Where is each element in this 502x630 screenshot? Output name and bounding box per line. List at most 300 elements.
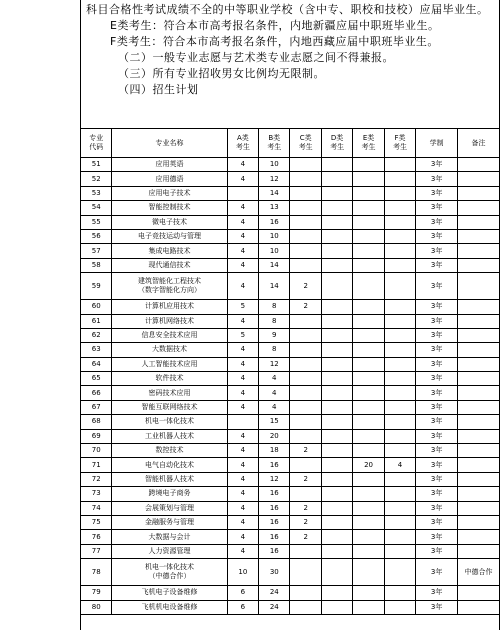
table-cell bbox=[321, 172, 352, 186]
table-cell bbox=[321, 300, 352, 314]
table-cell: 3年 bbox=[416, 515, 458, 529]
table-row bbox=[81, 415, 500, 429]
column-header: E类 考生 bbox=[353, 129, 384, 158]
table-cell bbox=[353, 415, 384, 429]
table-cell: 14 bbox=[259, 186, 290, 200]
table-cell bbox=[458, 300, 500, 314]
table-cell: 4 bbox=[227, 429, 258, 443]
table-cell: 2 bbox=[290, 273, 321, 300]
table-cell bbox=[384, 158, 415, 172]
table-cell bbox=[321, 472, 352, 486]
table-cell bbox=[384, 415, 415, 429]
table-cell bbox=[384, 357, 415, 371]
table-cell: 4 bbox=[227, 530, 258, 544]
table-cell bbox=[384, 343, 415, 357]
table-cell bbox=[458, 600, 500, 614]
table-cell bbox=[384, 215, 415, 229]
table-cell: 4 bbox=[227, 215, 258, 229]
table-cell bbox=[384, 314, 415, 328]
table-cell bbox=[353, 600, 384, 614]
table-cell: 6 bbox=[227, 586, 258, 600]
table-cell bbox=[321, 244, 352, 258]
table-cell: 3年 bbox=[416, 343, 458, 357]
table-row bbox=[81, 172, 500, 186]
table-cell: 4 bbox=[227, 158, 258, 172]
table-cell: 61 bbox=[81, 314, 112, 328]
table-cell bbox=[458, 472, 500, 486]
major-name-cell: 大数据与会计 bbox=[112, 530, 227, 544]
table-cell bbox=[384, 429, 415, 443]
table-cell bbox=[290, 458, 321, 472]
table-cell: 3年 bbox=[416, 314, 458, 328]
table-cell bbox=[321, 444, 352, 458]
table-cell bbox=[353, 186, 384, 200]
table-cell bbox=[458, 314, 500, 328]
table-cell bbox=[353, 273, 384, 300]
table-cell bbox=[384, 544, 415, 558]
table-cell bbox=[321, 158, 352, 172]
table-cell: 5 bbox=[227, 328, 258, 342]
table-cell bbox=[384, 328, 415, 342]
table-cell: 3年 bbox=[416, 544, 458, 558]
table-cell bbox=[384, 244, 415, 258]
table-cell bbox=[384, 229, 415, 243]
table-cell: 69 bbox=[81, 429, 112, 443]
table-cell: 79 bbox=[81, 586, 112, 600]
table-cell bbox=[458, 415, 500, 429]
column-header: 备注 bbox=[458, 129, 500, 158]
table-cell bbox=[384, 515, 415, 529]
table-cell bbox=[384, 444, 415, 458]
table-cell: 55 bbox=[81, 215, 112, 229]
table-cell: 10 bbox=[227, 559, 258, 586]
table-cell bbox=[353, 530, 384, 544]
table-cell bbox=[321, 372, 352, 386]
table-cell bbox=[321, 458, 352, 472]
table-header-row bbox=[81, 129, 500, 158]
table-cell bbox=[458, 186, 500, 200]
table-cell: 3年 bbox=[416, 244, 458, 258]
table-cell bbox=[353, 158, 384, 172]
table-cell: 2 bbox=[290, 501, 321, 515]
table-row bbox=[81, 544, 500, 558]
table-cell: 4 bbox=[227, 458, 258, 472]
table-cell bbox=[290, 314, 321, 328]
table-row bbox=[81, 273, 500, 300]
table-cell bbox=[458, 386, 500, 400]
table-cell: 2 bbox=[290, 300, 321, 314]
table-cell: 4 bbox=[227, 515, 258, 529]
table-cell bbox=[353, 429, 384, 443]
major-name-cell: 电子竞技运动与管理 bbox=[112, 229, 227, 243]
table-cell: 3年 bbox=[416, 328, 458, 342]
major-name-cell: 数控技术 bbox=[112, 444, 227, 458]
table-cell bbox=[384, 586, 415, 600]
table-cell bbox=[458, 172, 500, 186]
table-cell bbox=[321, 328, 352, 342]
table-cell bbox=[458, 501, 500, 515]
major-name-cell: 飞机电子设备维修 bbox=[112, 586, 227, 600]
table-cell: 70 bbox=[81, 444, 112, 458]
table-cell bbox=[321, 586, 352, 600]
table-cell bbox=[384, 400, 415, 414]
major-name-cell: 现代通信技术 bbox=[112, 258, 227, 272]
table-cell: 4 bbox=[227, 357, 258, 371]
table-cell bbox=[321, 400, 352, 414]
table-cell bbox=[321, 229, 352, 243]
table-cell bbox=[353, 487, 384, 501]
table-cell bbox=[353, 372, 384, 386]
table-row bbox=[81, 458, 500, 472]
table-cell bbox=[384, 501, 415, 515]
table-cell bbox=[290, 544, 321, 558]
table-cell: 3年 bbox=[416, 400, 458, 414]
table-cell: 68 bbox=[81, 415, 112, 429]
major-name-cell: 大数据技术 bbox=[112, 343, 227, 357]
table-cell: 4 bbox=[259, 372, 290, 386]
table-cell bbox=[384, 273, 415, 300]
column-header: F类 考生 bbox=[384, 129, 415, 158]
table-row bbox=[81, 400, 500, 414]
table-cell: 66 bbox=[81, 386, 112, 400]
table-cell bbox=[353, 544, 384, 558]
table-cell: 4 bbox=[227, 314, 258, 328]
table-cell bbox=[384, 530, 415, 544]
column-header: A类 考生 bbox=[227, 129, 258, 158]
table-cell bbox=[458, 201, 500, 215]
table-cell: 3年 bbox=[416, 429, 458, 443]
major-name-cell: 密码技术应用 bbox=[112, 386, 227, 400]
table-cell: 16 bbox=[259, 501, 290, 515]
table-cell: 8 bbox=[259, 300, 290, 314]
table-cell bbox=[321, 544, 352, 558]
table-cell bbox=[458, 215, 500, 229]
table-row bbox=[81, 501, 500, 515]
table-cell bbox=[321, 415, 352, 429]
table-cell bbox=[353, 300, 384, 314]
table-cell: 51 bbox=[81, 158, 112, 172]
table-cell bbox=[458, 258, 500, 272]
table-cell bbox=[290, 415, 321, 429]
table-cell: 4 bbox=[227, 172, 258, 186]
table-cell: 54 bbox=[81, 201, 112, 215]
table-cell: 3年 bbox=[416, 530, 458, 544]
table-cell: 16 bbox=[259, 215, 290, 229]
table-cell bbox=[290, 559, 321, 586]
table-cell bbox=[321, 215, 352, 229]
table-row bbox=[81, 300, 500, 314]
table-cell: 76 bbox=[81, 530, 112, 544]
intro-line-5: （三）所有专业招收男女比例均无限制。 bbox=[118, 67, 325, 80]
table-cell bbox=[321, 357, 352, 371]
table-row bbox=[81, 343, 500, 357]
table-cell: 52 bbox=[81, 172, 112, 186]
major-name-cell: 会展策划与管理 bbox=[112, 501, 227, 515]
table-cell: 24 bbox=[259, 600, 290, 614]
table-cell bbox=[353, 357, 384, 371]
table-cell bbox=[353, 400, 384, 414]
table-cell: 4 bbox=[227, 501, 258, 515]
table-cell: 9 bbox=[259, 328, 290, 342]
table-cell: 16 bbox=[259, 530, 290, 544]
table-cell: 4 bbox=[227, 258, 258, 272]
table-cell: 67 bbox=[81, 400, 112, 414]
table-cell bbox=[290, 158, 321, 172]
major-name-cell: 智能控制技术 bbox=[112, 201, 227, 215]
major-name-cell: 集成电路技术 bbox=[112, 244, 227, 258]
table-cell: 4 bbox=[227, 343, 258, 357]
table-cell bbox=[321, 559, 352, 586]
table-cell bbox=[353, 472, 384, 486]
table-cell bbox=[321, 273, 352, 300]
table-cell: 3年 bbox=[416, 501, 458, 515]
table-row bbox=[81, 600, 500, 614]
table-cell: 4 bbox=[227, 386, 258, 400]
table-cell bbox=[458, 400, 500, 414]
column-header: D类 考生 bbox=[321, 129, 352, 158]
table-cell bbox=[384, 487, 415, 501]
table-cell: 3年 bbox=[416, 386, 458, 400]
column-header: C类 考生 bbox=[290, 129, 321, 158]
table-cell: 3年 bbox=[416, 458, 458, 472]
table-cell bbox=[384, 172, 415, 186]
enrollment-plan-table bbox=[80, 128, 500, 615]
table-cell: 4 bbox=[227, 400, 258, 414]
table-cell: 24 bbox=[259, 586, 290, 600]
table-cell bbox=[384, 300, 415, 314]
table-cell: 12 bbox=[259, 357, 290, 371]
table-cell: 65 bbox=[81, 372, 112, 386]
table-cell: 3年 bbox=[416, 229, 458, 243]
table-cell: 16 bbox=[259, 458, 290, 472]
table-row bbox=[81, 559, 500, 586]
table-cell: 中德合作 bbox=[458, 559, 500, 586]
table-cell: 10 bbox=[259, 158, 290, 172]
table-cell bbox=[290, 172, 321, 186]
table-cell bbox=[353, 244, 384, 258]
table-cell bbox=[353, 172, 384, 186]
major-name-cell: 金融服务与管理 bbox=[112, 515, 227, 529]
table-cell: 60 bbox=[81, 300, 112, 314]
table-cell bbox=[384, 600, 415, 614]
table-cell bbox=[290, 372, 321, 386]
table-cell: 8 bbox=[259, 343, 290, 357]
table-cell: 3年 bbox=[416, 172, 458, 186]
table-cell: 16 bbox=[259, 544, 290, 558]
table-cell bbox=[458, 357, 500, 371]
table-cell bbox=[321, 386, 352, 400]
major-name-cell: 智能互联网络技术 bbox=[112, 400, 227, 414]
table-cell: 4 bbox=[227, 444, 258, 458]
table-cell bbox=[353, 501, 384, 515]
table-cell bbox=[384, 186, 415, 200]
table-cell: 3年 bbox=[416, 300, 458, 314]
table-cell bbox=[321, 429, 352, 443]
table-cell bbox=[384, 372, 415, 386]
table-cell: 3年 bbox=[416, 186, 458, 200]
intro-line-4: （二）一般专业志愿与艺术类专业志愿之间不得兼报。 bbox=[118, 51, 394, 64]
table-cell: 71 bbox=[81, 458, 112, 472]
table-cell bbox=[290, 386, 321, 400]
table-cell: 4 bbox=[227, 372, 258, 386]
table-row bbox=[81, 515, 500, 529]
table-cell bbox=[458, 273, 500, 300]
table-row bbox=[81, 386, 500, 400]
table-cell bbox=[458, 372, 500, 386]
table-cell bbox=[290, 328, 321, 342]
table-cell: 73 bbox=[81, 487, 112, 501]
intro-line-3: F类考生：符合本市高考报名条件，内地西藏应届中职班毕业生。 bbox=[110, 35, 439, 48]
table-cell bbox=[321, 201, 352, 215]
column-header: 专业名称 bbox=[112, 129, 227, 158]
column-header: 学制 bbox=[416, 129, 458, 158]
table-cell bbox=[353, 386, 384, 400]
major-name-cell: 飞机机电设备维修 bbox=[112, 600, 227, 614]
table-cell: 3年 bbox=[416, 487, 458, 501]
table-cell bbox=[290, 258, 321, 272]
major-name-cell: 智能机器人技术 bbox=[112, 472, 227, 486]
major-name-cell: 应用英语 bbox=[112, 158, 227, 172]
table-cell: 3年 bbox=[416, 472, 458, 486]
table-cell: 4 bbox=[227, 229, 258, 243]
table-cell: 10 bbox=[259, 229, 290, 243]
table-cell bbox=[458, 244, 500, 258]
table-cell bbox=[321, 530, 352, 544]
major-name-cell: 跨境电子商务 bbox=[112, 487, 227, 501]
table-cell bbox=[384, 386, 415, 400]
table-cell bbox=[353, 258, 384, 272]
table-cell: 18 bbox=[259, 444, 290, 458]
table-cell bbox=[290, 229, 321, 243]
table-cell: 30 bbox=[259, 559, 290, 586]
table-cell: 20 bbox=[353, 458, 384, 472]
table-cell: 3年 bbox=[416, 357, 458, 371]
table-cell: 4 bbox=[259, 386, 290, 400]
table-cell: 62 bbox=[81, 328, 112, 342]
table-cell bbox=[384, 258, 415, 272]
table-cell: 3年 bbox=[416, 273, 458, 300]
major-name-cell: 建筑智能化工程技术 （数字智能化方向） bbox=[112, 273, 227, 300]
table-cell bbox=[384, 201, 415, 215]
table-cell: 53 bbox=[81, 186, 112, 200]
table-cell bbox=[290, 357, 321, 371]
table-cell: 10 bbox=[259, 244, 290, 258]
table-cell bbox=[353, 515, 384, 529]
table-cell: 56 bbox=[81, 229, 112, 243]
major-name-cell: 微电子技术 bbox=[112, 215, 227, 229]
table-row bbox=[81, 444, 500, 458]
table-cell: 16 bbox=[259, 515, 290, 529]
table-cell: 77 bbox=[81, 544, 112, 558]
table-row bbox=[81, 357, 500, 371]
table-row bbox=[81, 158, 500, 172]
table-cell bbox=[227, 415, 258, 429]
table-cell bbox=[290, 186, 321, 200]
table-cell bbox=[353, 328, 384, 342]
table-cell bbox=[384, 472, 415, 486]
table-row bbox=[81, 215, 500, 229]
table-cell: 3年 bbox=[416, 215, 458, 229]
table-row bbox=[81, 429, 500, 443]
major-name-cell: 计算机应用技术 bbox=[112, 300, 227, 314]
table-cell: 63 bbox=[81, 343, 112, 357]
table-cell: 16 bbox=[259, 487, 290, 501]
table-cell: 80 bbox=[81, 600, 112, 614]
table-cell: 5 bbox=[227, 300, 258, 314]
table-cell bbox=[353, 229, 384, 243]
table-cell bbox=[458, 530, 500, 544]
table-cell: 3年 bbox=[416, 586, 458, 600]
table-cell: 6 bbox=[227, 600, 258, 614]
table-cell: 58 bbox=[81, 258, 112, 272]
table-cell: 14 bbox=[259, 258, 290, 272]
table-cell bbox=[290, 244, 321, 258]
table-cell: 4 bbox=[259, 400, 290, 414]
table-cell: 15 bbox=[259, 415, 290, 429]
major-name-cell: 工业机器人技术 bbox=[112, 429, 227, 443]
table-cell bbox=[290, 429, 321, 443]
table-cell: 4 bbox=[227, 201, 258, 215]
table-cell: 4 bbox=[227, 472, 258, 486]
table-cell: 3年 bbox=[416, 559, 458, 586]
table-cell bbox=[458, 229, 500, 243]
table-cell: 4 bbox=[227, 544, 258, 558]
table-row bbox=[81, 186, 500, 200]
table-cell: 78 bbox=[81, 559, 112, 586]
table-cell: 3年 bbox=[416, 158, 458, 172]
table-row bbox=[81, 487, 500, 501]
table-cell: 2 bbox=[290, 515, 321, 529]
table-cell bbox=[458, 429, 500, 443]
table-cell bbox=[321, 487, 352, 501]
table-cell: 13 bbox=[259, 201, 290, 215]
table-cell bbox=[290, 586, 321, 600]
table-cell bbox=[227, 186, 258, 200]
table-cell bbox=[458, 544, 500, 558]
table-cell bbox=[458, 328, 500, 342]
table-cell bbox=[353, 215, 384, 229]
table-cell bbox=[353, 201, 384, 215]
column-header: B类 考生 bbox=[259, 129, 290, 158]
major-name-cell: 机电一体化技术 bbox=[112, 415, 227, 429]
table-cell bbox=[458, 158, 500, 172]
table-cell: 3年 bbox=[416, 201, 458, 215]
table-cell bbox=[458, 487, 500, 501]
table-cell: 2 bbox=[290, 472, 321, 486]
table-cell bbox=[458, 515, 500, 529]
major-name-cell: 信息安全技术应用 bbox=[112, 328, 227, 342]
table-cell: 12 bbox=[259, 472, 290, 486]
table-cell bbox=[321, 258, 352, 272]
table-cell: 3年 bbox=[416, 372, 458, 386]
table-cell: 74 bbox=[81, 501, 112, 515]
table-cell bbox=[321, 600, 352, 614]
table-cell bbox=[321, 515, 352, 529]
table-cell: 4 bbox=[227, 487, 258, 501]
intro-line-1: 科目合格性考试成绩不全的中等职业学校（含中专、职校和技校）应届毕业生。 bbox=[86, 3, 489, 16]
table-cell bbox=[321, 186, 352, 200]
table-cell bbox=[458, 444, 500, 458]
table-cell bbox=[353, 586, 384, 600]
column-header: 专业 代码 bbox=[81, 129, 112, 158]
table-cell: 75 bbox=[81, 515, 112, 529]
table-cell bbox=[321, 343, 352, 357]
table-row bbox=[81, 472, 500, 486]
table-cell: 12 bbox=[259, 172, 290, 186]
table-cell bbox=[353, 314, 384, 328]
table-cell bbox=[458, 343, 500, 357]
table-cell: 4 bbox=[384, 458, 415, 472]
